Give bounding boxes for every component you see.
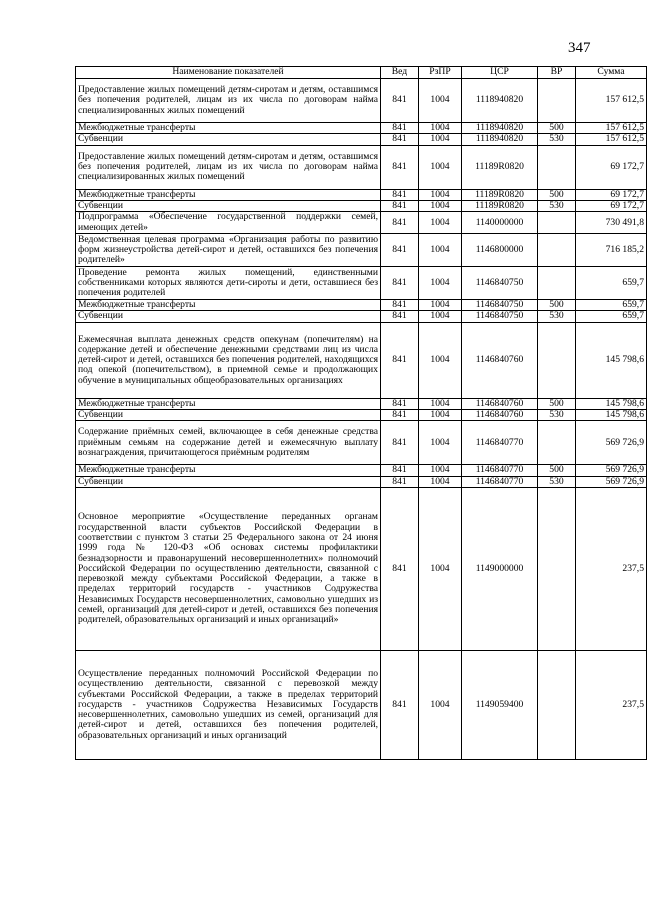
row-sum-cell: 569 726,9 bbox=[576, 465, 647, 476]
row-vr-cell: 530 bbox=[538, 410, 576, 421]
row-name-cell: Межбюджетные трансферты bbox=[76, 300, 381, 311]
row-vr-cell: 530 bbox=[538, 200, 576, 211]
row-ved-cell: 841 bbox=[381, 123, 419, 134]
row-sum-cell: 569 726,9 bbox=[576, 421, 647, 465]
row-sum-cell: 69 172,7 bbox=[576, 189, 647, 200]
budget-table bbox=[75, 66, 647, 760]
row-ved-cell: 841 bbox=[381, 487, 419, 650]
table-row bbox=[76, 465, 647, 476]
row-rzpr-cell: 1004 bbox=[419, 134, 462, 145]
row-vr-cell: 500 bbox=[538, 300, 576, 311]
row-vr-cell bbox=[538, 267, 576, 300]
row-rzpr-cell: 1004 bbox=[419, 189, 462, 200]
row-sum-cell: 237,5 bbox=[576, 650, 647, 759]
row-vr-cell bbox=[538, 421, 576, 465]
row-csr-cell: 11189R0820 bbox=[462, 145, 538, 189]
row-csr-cell: 1146840750 bbox=[462, 311, 538, 322]
row-sum-cell: 145 798,6 bbox=[576, 322, 647, 398]
row-ved-cell: 841 bbox=[381, 189, 419, 200]
table-row bbox=[76, 200, 647, 211]
table-row bbox=[76, 476, 647, 487]
row-rzpr-cell: 1004 bbox=[419, 410, 462, 421]
table-row bbox=[76, 234, 647, 267]
header-vr: ВР bbox=[538, 67, 576, 79]
row-name-cell: Осуществление переданных полномочий Российской Федерации по осуществлению деятельности, связанной с перевозкой между субъектами Российской Федерации, а также в пределах территорий государств - участников Содружества Независимых Государств несовершеннолетних, самовольно ушедших из семей, организаций для детей-сирот и детей, оставшихся без попечения родителей, образовательных организаций и иных организаций bbox=[76, 650, 381, 759]
row-name-cell: Предоставление жилых помещений детям-сиротам и детям, оставшимся без попечения родителей, лицам из их числа по договорам найма специализированных жилых помещений bbox=[76, 145, 381, 189]
row-csr-cell: 1146840760 bbox=[462, 322, 538, 398]
table-row bbox=[76, 650, 647, 759]
row-sum-cell: 730 491,8 bbox=[576, 212, 647, 234]
row-vr-cell: 500 bbox=[538, 398, 576, 409]
table-row bbox=[76, 421, 647, 465]
row-name-cell: Предоставление жилых помещений детям-сиротам и детям, оставшимся без попечения родителей, лицам из их числа по договорам найма специализированных жилых помещений bbox=[76, 79, 381, 123]
table-row bbox=[76, 212, 647, 234]
row-vr-cell bbox=[538, 212, 576, 234]
row-sum-cell: 69 172,7 bbox=[576, 200, 647, 211]
row-ved-cell: 841 bbox=[381, 267, 419, 300]
row-csr-cell: 1146840750 bbox=[462, 300, 538, 311]
row-csr-cell: 11189R0820 bbox=[462, 189, 538, 200]
table-body bbox=[76, 79, 647, 760]
row-vr-cell bbox=[538, 79, 576, 123]
row-ved-cell: 841 bbox=[381, 322, 419, 398]
header-sum: Сумма bbox=[576, 67, 647, 79]
row-rzpr-cell: 1004 bbox=[419, 212, 462, 234]
row-name-cell: Ведомственная целевая программа «Организация работы по развитию форм жизнеустройства детей-сирот и детей, оставшихся без попечения родителей» bbox=[76, 234, 381, 267]
row-name-cell: Основное мероприятие «Осуществление переданных органам государственной власти субъектов Российской Федерации в соответствии с пунктом 3 статьи 25 Федерального закона от 24 июня 1999 года № 120-ФЗ «Об основах системы профилактики безнадзорности и правонарушений несовершеннолетних» полномочий Российской Федерации по осуществлению деятельности, связанной с перевозкой между субъектами Российской Федерации, а также в пределах территорий государств - участников Содружества Независимых Государств несовершеннолетних, самовольно ушедших из семей, организаций для детей-сирот и детей, оставшихся без попечения родителей, образовательных организаций и иных организаций» bbox=[76, 487, 381, 650]
row-vr-cell bbox=[538, 650, 576, 759]
row-ved-cell: 841 bbox=[381, 145, 419, 189]
row-name-cell: Подпрограмма «Обеспечение государственной поддержки семей, имеющих детей» bbox=[76, 212, 381, 234]
row-rzpr-cell: 1004 bbox=[419, 234, 462, 267]
row-name-cell: Субвенции bbox=[76, 134, 381, 145]
row-vr-cell: 530 bbox=[538, 476, 576, 487]
row-sum-cell: 569 726,9 bbox=[576, 476, 647, 487]
row-rzpr-cell: 1004 bbox=[419, 200, 462, 211]
row-ved-cell: 841 bbox=[381, 476, 419, 487]
row-ved-cell: 841 bbox=[381, 398, 419, 409]
row-sum-cell: 157 612,5 bbox=[576, 79, 647, 123]
table-row bbox=[76, 79, 647, 123]
row-csr-cell: 1149000000 bbox=[462, 487, 538, 650]
row-sum-cell: 716 185,2 bbox=[576, 234, 647, 267]
row-sum-cell: 157 612,5 bbox=[576, 134, 647, 145]
table-row bbox=[76, 410, 647, 421]
row-rzpr-cell: 1004 bbox=[419, 650, 462, 759]
row-rzpr-cell: 1004 bbox=[419, 476, 462, 487]
row-name-cell: Субвенции bbox=[76, 410, 381, 421]
row-ved-cell: 841 bbox=[381, 650, 419, 759]
row-rzpr-cell: 1004 bbox=[419, 267, 462, 300]
row-name-cell: Проведение ремонта жилых помещений, единственными собственниками которых являются дети-сироты и дети, оставшиеся без попечения родителей bbox=[76, 267, 381, 300]
row-sum-cell: 157 612,5 bbox=[576, 123, 647, 134]
row-vr-cell bbox=[538, 322, 576, 398]
row-rzpr-cell: 1004 bbox=[419, 145, 462, 189]
row-name-cell: Ежемесячная выплата денежных средств опекунам (попечителям) на содержание детей и обеспечение денежными средствами лиц из числа детей-сирот и детей, оставшихся без попечения родителей, находящихся под опекой (попечительством), в приемной семье и продолжающих обучение в муниципальных общеобразовательных организациях bbox=[76, 322, 381, 398]
row-vr-cell: 500 bbox=[538, 189, 576, 200]
row-name-cell: Межбюджетные трансферты bbox=[76, 123, 381, 134]
row-rzpr-cell: 1004 bbox=[419, 300, 462, 311]
table-header-row bbox=[76, 67, 647, 79]
row-rzpr-cell: 1004 bbox=[419, 322, 462, 398]
row-sum-cell: 145 798,6 bbox=[576, 410, 647, 421]
row-sum-cell: 145 798,6 bbox=[576, 398, 647, 409]
row-csr-cell: 1149059400 bbox=[462, 650, 538, 759]
row-csr-cell: 1146840770 bbox=[462, 476, 538, 487]
table-row bbox=[76, 267, 647, 300]
row-rzpr-cell: 1004 bbox=[419, 311, 462, 322]
header-name: Наименование показателей bbox=[76, 67, 381, 79]
row-ved-cell: 841 bbox=[381, 200, 419, 211]
row-vr-cell: 500 bbox=[538, 123, 576, 134]
row-csr-cell: 1140000000 bbox=[462, 212, 538, 234]
row-name-cell: Содержание приёмных семей, включающее в себя денежные средства приёмным семьям на содержание детей и ежемесячную выплату вознаграждения, причитающегося приёмным родителям bbox=[76, 421, 381, 465]
row-name-cell: Субвенции bbox=[76, 311, 381, 322]
page-number: 347 bbox=[568, 40, 591, 56]
row-csr-cell: 1146840750 bbox=[462, 267, 538, 300]
row-sum-cell: 659,7 bbox=[576, 267, 647, 300]
row-ved-cell: 841 bbox=[381, 410, 419, 421]
row-rzpr-cell: 1004 bbox=[419, 487, 462, 650]
row-rzpr-cell: 1004 bbox=[419, 79, 462, 123]
row-vr-cell: 530 bbox=[538, 311, 576, 322]
row-vr-cell: 500 bbox=[538, 465, 576, 476]
row-ved-cell: 841 bbox=[381, 79, 419, 123]
row-vr-cell bbox=[538, 234, 576, 267]
row-ved-cell: 841 bbox=[381, 465, 419, 476]
row-name-cell: Субвенции bbox=[76, 476, 381, 487]
row-ved-cell: 841 bbox=[381, 421, 419, 465]
row-name-cell: Межбюджетные трансферты bbox=[76, 398, 381, 409]
table-row bbox=[76, 487, 647, 650]
row-vr-cell bbox=[538, 145, 576, 189]
table-row bbox=[76, 322, 647, 398]
row-csr-cell: 1146840770 bbox=[462, 465, 538, 476]
table-row bbox=[76, 311, 647, 322]
header-ved: Вед bbox=[381, 67, 419, 79]
row-name-cell: Субвенции bbox=[76, 200, 381, 211]
row-ved-cell: 841 bbox=[381, 311, 419, 322]
row-ved-cell: 841 bbox=[381, 300, 419, 311]
table-row bbox=[76, 398, 647, 409]
row-rzpr-cell: 1004 bbox=[419, 123, 462, 134]
row-name-cell: Межбюджетные трансферты bbox=[76, 465, 381, 476]
row-csr-cell: 1118940820 bbox=[462, 134, 538, 145]
row-csr-cell: 1118940820 bbox=[462, 123, 538, 134]
row-csr-cell: 1146840760 bbox=[462, 410, 538, 421]
row-rzpr-cell: 1004 bbox=[419, 398, 462, 409]
row-sum-cell: 237,5 bbox=[576, 487, 647, 650]
row-sum-cell: 69 172,7 bbox=[576, 145, 647, 189]
row-rzpr-cell: 1004 bbox=[419, 421, 462, 465]
header-rzpr: РзПР bbox=[419, 67, 462, 79]
row-ved-cell: 841 bbox=[381, 212, 419, 234]
row-ved-cell: 841 bbox=[381, 134, 419, 145]
row-sum-cell: 659,7 bbox=[576, 311, 647, 322]
row-csr-cell: 1118940820 bbox=[462, 79, 538, 123]
row-csr-cell: 1146840760 bbox=[462, 398, 538, 409]
row-name-cell: Межбюджетные трансферты bbox=[76, 189, 381, 200]
table-row bbox=[76, 189, 647, 200]
row-rzpr-cell: 1004 bbox=[419, 465, 462, 476]
row-csr-cell: 1146800000 bbox=[462, 234, 538, 267]
table-row bbox=[76, 123, 647, 134]
row-vr-cell bbox=[538, 487, 576, 650]
row-sum-cell: 659,7 bbox=[576, 300, 647, 311]
row-vr-cell: 530 bbox=[538, 134, 576, 145]
row-csr-cell: 1146840770 bbox=[462, 421, 538, 465]
table-row bbox=[76, 145, 647, 189]
table-row bbox=[76, 134, 647, 145]
table-row bbox=[76, 300, 647, 311]
row-csr-cell: 11189R0820 bbox=[462, 200, 538, 211]
row-ved-cell: 841 bbox=[381, 234, 419, 267]
header-csr: ЦСР bbox=[462, 67, 538, 79]
